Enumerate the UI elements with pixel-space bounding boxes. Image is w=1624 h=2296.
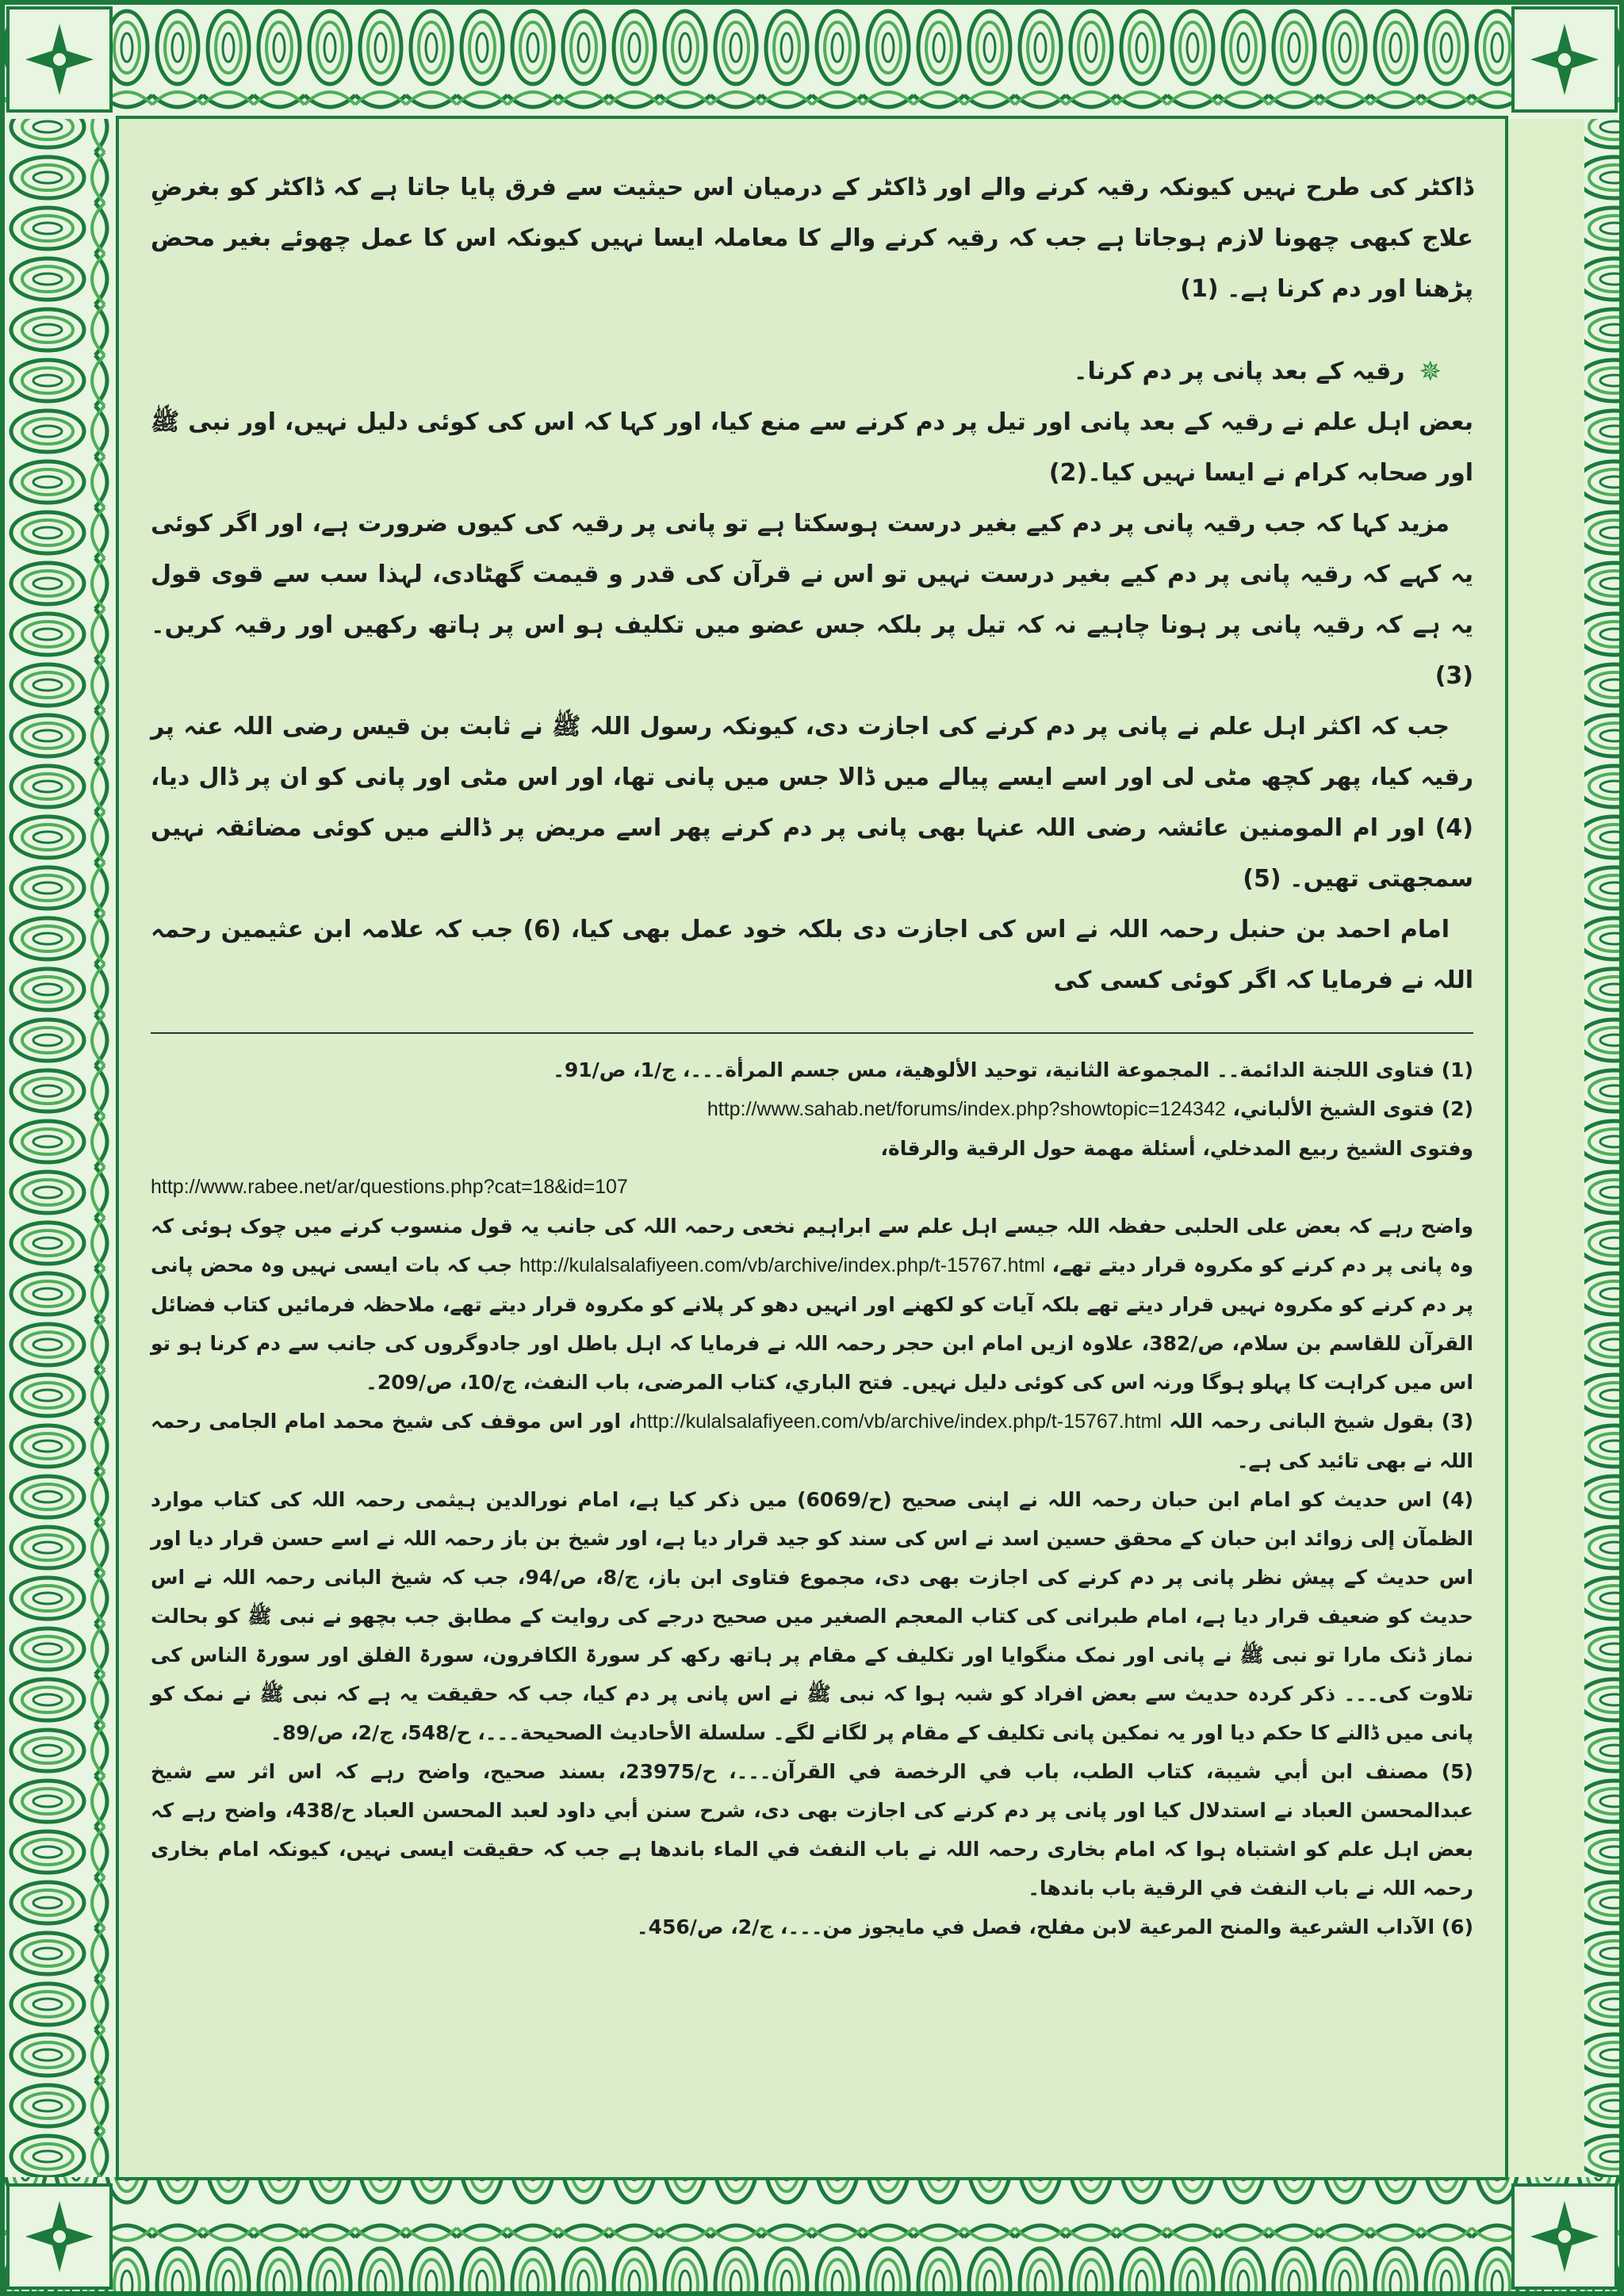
footnote-3: (3) بقول شیخ البانی رحمہ اللہ http://kulalsalafiyeen.com/vb/archive/index.php/t-15767.html، اور اس موقف کی شیخ محمد امام الجامی رحمہ اللہ نے بھی تائید کی ہے۔ [151, 1410, 1473, 1472]
paragraph-2: بعض اہل علم نے رقیہ کے بعد پانی اور تیل پر دم کرنے سے منع کیا، اور کہا کہ اس کی کوئی دلیل نہیں، اور نبی ﷺ اور صحابہ کرام نے ایسا نہیں کیا۔(2) [151, 408, 1473, 487]
corner-star-top-left [8, 8, 111, 111]
paragraph-3: مزید کہا کہ جب رقیہ پانی پر دم کیے بغیر درست ہوسکتا ہے تو پانی پر رقیہ کی کیوں ضرورت ہے، اور اگر کوئی یہ کہے کہ رقیہ پانی پر دم کیے بغیر درست نہیں تو اس نے قرآن کی قدر و قیمت گھٹادی، لہذا سب سے قوی قول یہ ہے کہ رقیہ پانی پر ہونا چاہیے نہ کہ تیل پر بلکہ جس عضو میں تکلیف ہو اس پر ہاتھ رکھیں اور رقیہ کریں۔ (3) [151, 510, 1473, 690]
footnote-3-text-a: (3) بقول شیخ البانی رحمہ اللہ [1169, 1410, 1473, 1433]
footnote-6: (6) الآداب الشرعية والمنح المرعية لابن مفلح، فصل في مايجوز من۔۔۔، ج/2، ص/456۔ [636, 1915, 1473, 1938]
corner-star-bottom-right [1513, 2185, 1616, 2288]
footnote-divider [151, 1032, 1473, 1034]
paragraph-1: ڈاکٹر کی طرح نہیں کیونکہ رقیہ کرنے والے اور ڈاکٹر کے درمیان اس حیثیت سے فرق پایا جاتا ہے کہ ڈاکٹر کو بغرضِ علاج کبھی چھونا لازم ہوجاتا ہے جب کہ رقیہ کرنے والے کا معاملہ ایسا نہیں کیونکہ اس کا عمل چھوئے بغیر محض پڑھنا اور دم کرنا ہے۔ (1) [151, 174, 1473, 303]
section-heading-text: رقیہ کے بعد پانی پر دم کرنا۔ [1073, 358, 1405, 385]
footnote-2c-text-a: واضح رہے کہ بعض علی الحلبی حفظہ اللہ جیسے اہل علم سے ابراہیم نخعی رحمہ اللہ کی جانب یہ قول منسوب کرنے میں چوک ہوئی کہ وہ پانی پر دم کرنے کو مکروہ قرار دیتے تھے، [151, 1215, 1473, 1276]
footnote-2c-link[interactable]: http://kulalsalafiyeen.com/vb/archive/index.php/t-15767.html [519, 1254, 1045, 1276]
footnote-2c [151, 1207, 1473, 1402]
content-page [119, 119, 1505, 2177]
corner-star-bottom-left [8, 2185, 111, 2288]
footnote-3-text-b: اور اس موقف کی شیخ محمد امام الجامی رحمہ اللہ نے بھی تائید کی ہے۔ [151, 1410, 1473, 1472]
footnotes [151, 1050, 1473, 1946]
paragraph-4: جب کہ اکثر اہل علم نے پانی پر دم کرنے کی اجازت دی، کیونکہ رسول اللہ ﷺ نے ثابت بن قیس رضی اللہ عنہ پر رقیہ کیا، پھر کچھ مٹی لی اور اسے ایسے پیالے میں ڈالا جس میں پانی تھا، اور اس مٹی اور پانی کو ان پر ڈال دیا، (4) اور ام المومنین عائشہ رضی اللہ عنہا بھی پانی پر دم کرنے پھر اسے مریض پر ڈالنے میں کوئی مضائقہ نہیں سمجھتی تھیں۔ (5) [151, 713, 1473, 893]
star-icon: ✵ [1419, 356, 1442, 388]
corner-star-top-right [1513, 8, 1616, 111]
footnote-4: (4) اس حدیث کو امام ابن حبان رحمہ اللہ نے اپنی صحیح (ح/6069) میں ذکر کیا ہے، امام نورالدین ہیثمی رحمہ اللہ کی کتاب موارد الظمآن إلی زوائد ابن حبان کے محقق حسین اسد نے اس کی سند کو جید قرار دیا ہے، اور شیخ بن باز رحمہ اللہ نے اسے حسن قرار دیا اور اس حدیث کے پیش نظر پانی پر دم کرنے کی اجازت بھی دی، مجموع فتاوی ابن باز، ج/8، ص/94، جب کہ شیخ البانی رحمہ اللہ نے اس حدیث کو ضعیف قرار دیا ہے، امام طبرانی کی کتاب المعجم الصغير میں صحیح درجے کی روایت کے مطابق جب بچھو نے نبی ﷺ کو بحالت نماز ڈنک مارا تو نبی ﷺ نے پانی اور نمک منگوایا اور تکلیف کے مقام پر ہاتھ رکھ کر سورۃ الکافرون، سورۃ الفلق اور سورۃ الناس کی تلاوت کی۔۔۔ ذکر کردہ حدیث سے بعض افراد کو شبہ ہوا کہ نبی ﷺ نے اس پانی پر دم کیا، جب کہ حقیقت یہ ہے کہ نبی ﷺ نے نمک کو پانی میں ڈالنے کا حکم دیا اور یہ نمکین پانی تکلیف کے مقام پر لگانے لگے۔ سلسلة الأحاديث الصحيحة۔۔۔، ح/548، ج/2، ص/89۔ [151, 1488, 1474, 1744]
footnote-2c-text-b: جب کہ بات ایسی نہیں وہ محض پانی پر دم کرنے کو مکروہ نہیں قرار دیتے تھے بلکہ آیات کو لکھنے اور انہیں دھو کر پلانے کو مکروہ قرار دیتے تھے، ملاحظہ فرمائیں کتاب فضائل القرآن للقاسم بن سلام، ص/382، علاوہ ازیں امام ابن حجر رحمہ اللہ نے فرمایا کہ اہل باطل اور جادوگروں کی جانب سے دم کرنا ہو تو اس میں کراہت کا پہلو ہوگا ورنہ اس کی کوئی دلیل نہیں۔ فتح الباري، کتاب المرضى، باب النفث، ج/10، ص/209۔ [151, 1253, 1473, 1394]
footnote-2-text: (2) فتوی الشیخ الألباني [1239, 1097, 1473, 1120]
footnote-5: (5) مصنف ابن أبي شيبة، كتاب الطب، باب في الرخصة في القرآن۔۔۔، ح/23975، بسند صحیح، واضح رہے کہ اس اثر سے شیخ عبدالمحسن العباد نے استدلال کیا اور پانی پر دم کرنے کی اجازت بھی دی، شرح سنن أبي داود لعبد المحسن العباد ح/438، واضح رہے کہ بعض اہل علم کو اشتباہ ہوا کہ امام بخاری رحمہ اللہ نے باب النفث في الماء باندھا ہے جب کہ حقیقت ایسی نہیں، کیونکہ امام بخاری رحمہ اللہ نے باب النفث في الرقية باب باندھا۔ [151, 1760, 1473, 1900]
footnote-2: (2) فتوی الشیخ الألباني، http://www.sahab.net/forums/index.php?showtopic=124342 [707, 1097, 1473, 1120]
paragraph-5: امام احمد بن حنبل رحمہ اللہ نے اس کی اجازت دی بلکہ خود عمل بھی کیا، (6) جب کہ علامہ ابن عثیمین رحمہ اللہ نے فرمایا کہ اگر کوئی کسی کی [151, 916, 1473, 994]
footnote-3-link[interactable]: http://kulalsalafiyeen.com/vb/archive/index.php/t-15767.html [636, 1410, 1162, 1433]
section-heading [151, 346, 1473, 397]
footnote-2-link[interactable]: http://www.sahab.net/forums/index.php?showtopic=124342 [707, 1098, 1226, 1120]
footnote-2b: وفتوى الشيخ ربيع المدخلي، أسئلة مهمة حول الرقية والرقاة، [880, 1137, 1473, 1160]
footnote-1: (1) فتاوی اللجنة الدائمة۔۔ المجموعة الثانية، توحيد الألوهية، مس جسم المرأة۔۔۔، ج/1، ص/91۔ [553, 1058, 1473, 1081]
main-body [151, 163, 1473, 1006]
footnote-2b-link[interactable]: http://www.rabee.net/ar/questions.php?cat=18&id=107 [151, 1176, 628, 1198]
